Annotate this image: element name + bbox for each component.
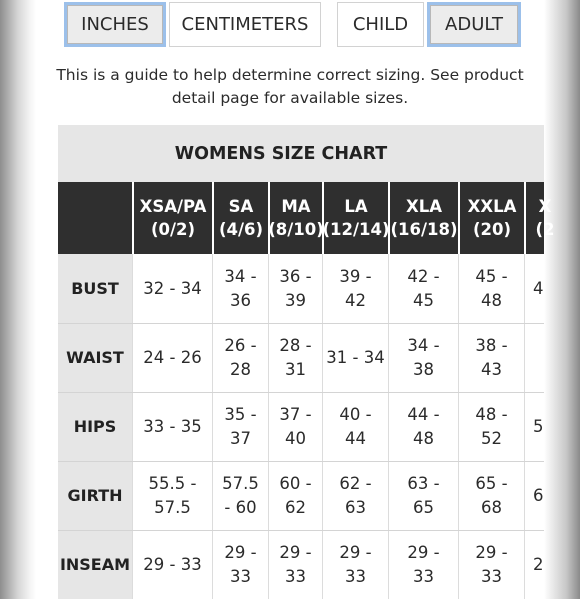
measurement-value: 42 - 45 xyxy=(388,254,458,323)
measurement-value: 29 - 33 xyxy=(322,530,388,599)
size-column-header xyxy=(132,182,212,254)
size-column-numeric: (12/14) xyxy=(322,220,390,239)
size-column-label: XSA/PA xyxy=(139,197,207,216)
row-divider xyxy=(58,323,544,324)
size-column-label: SA xyxy=(228,197,254,216)
child-toggle-button[interactable]: CHILD xyxy=(337,2,424,47)
measurement-value: 29 - 33 xyxy=(132,530,212,599)
size-chart-header-row xyxy=(58,182,555,254)
measurement-label: WAIST xyxy=(58,323,132,392)
measurement-value: 5 xyxy=(524,392,564,461)
measurement-value: 31 - 34 xyxy=(322,323,388,392)
measurement-value: 48 - 52 xyxy=(458,392,524,461)
size-column-numeric: (4/6) xyxy=(218,220,264,239)
size-column-numeric: (2 xyxy=(535,220,555,239)
size-column-numeric: (8/10) xyxy=(268,220,324,239)
size-column-label: X xyxy=(538,197,552,216)
measurement-value: 26 - 28 xyxy=(212,323,268,392)
inches-toggle-button[interactable]: INCHES xyxy=(64,2,166,47)
measurement-value: 44 - 48 xyxy=(388,392,458,461)
measurement-value: 39 - 42 xyxy=(322,254,388,323)
measurement-value: 24 - 26 xyxy=(132,323,212,392)
measurement-value: 32 - 34 xyxy=(132,254,212,323)
measurement-value: 6 xyxy=(524,461,564,530)
measurement-value: 40 - 44 xyxy=(322,392,388,461)
measurement-value: 33 - 35 xyxy=(132,392,212,461)
measurement-value: 57.5 - 60 xyxy=(212,461,268,530)
measurement-value: 38 - 43 xyxy=(458,323,524,392)
table-row xyxy=(58,461,544,530)
measurement-label: INSEAM xyxy=(58,530,132,599)
table-row xyxy=(58,323,544,392)
sizing-guide-intro: This is a guide to help determine correct sizing. See product detail page for available sizes. xyxy=(56,66,524,107)
table-row xyxy=(58,530,544,599)
measurement-value xyxy=(524,323,564,392)
measurement-value: 35 - 37 xyxy=(212,392,268,461)
size-column-header xyxy=(268,182,322,254)
measurement-value: 34 - 38 xyxy=(388,323,458,392)
measurement-label: GIRTH xyxy=(58,461,132,530)
measurement-value: 55.5 - 57.5 xyxy=(132,461,212,530)
measurement-value: 45 - 48 xyxy=(458,254,524,323)
measurement-value: 2 xyxy=(524,530,564,599)
measurement-value: 60 - 62 xyxy=(268,461,322,530)
size-column-header xyxy=(458,182,524,254)
measurement-value: 37 - 40 xyxy=(268,392,322,461)
table-row xyxy=(58,254,544,323)
size-column-numeric: (16/18) xyxy=(390,220,458,239)
size-column-header xyxy=(388,182,458,254)
centimeters-toggle-button[interactable]: CENTIMETERS xyxy=(169,2,321,47)
measurement-value: 36 - 39 xyxy=(268,254,322,323)
measurement-value: 34 - 36 xyxy=(212,254,268,323)
adult-toggle-button[interactable]: ADULT xyxy=(427,2,521,47)
measurement-value: 4 xyxy=(524,254,564,323)
size-column-header xyxy=(524,182,564,254)
measurement-value: 29 - 33 xyxy=(212,530,268,599)
measurement-label: BUST xyxy=(58,254,132,323)
size-column-numeric: (20) xyxy=(472,220,512,239)
size-column-label: XXLA xyxy=(467,197,517,216)
measurement-value: 29 - 33 xyxy=(268,530,322,599)
size-chart-title-bar xyxy=(58,125,544,182)
size-column-header xyxy=(212,182,268,254)
size-column-label: MA xyxy=(281,197,311,216)
measurement-value: 63 - 65 xyxy=(388,461,458,530)
measurement-value: 28 - 31 xyxy=(268,323,322,392)
size-column-label: XLA xyxy=(405,197,442,216)
measurement-value: 29 - 33 xyxy=(458,530,524,599)
size-guide-page xyxy=(36,0,555,586)
table-row xyxy=(58,392,544,461)
size-column-numeric: (0/2) xyxy=(150,220,196,239)
size-column-label: LA xyxy=(344,197,368,216)
measurement-label: HIPS xyxy=(58,392,132,461)
size-column-header xyxy=(322,182,388,254)
size-chart-title: WOMENS SIZE CHART xyxy=(174,143,388,164)
row-divider xyxy=(58,461,544,462)
row-divider xyxy=(58,530,544,531)
measurement-value: 65 - 68 xyxy=(458,461,524,530)
row-divider xyxy=(58,392,544,393)
measurement-value: 29 - 33 xyxy=(388,530,458,599)
measurement-value: 62 - 63 xyxy=(322,461,388,530)
